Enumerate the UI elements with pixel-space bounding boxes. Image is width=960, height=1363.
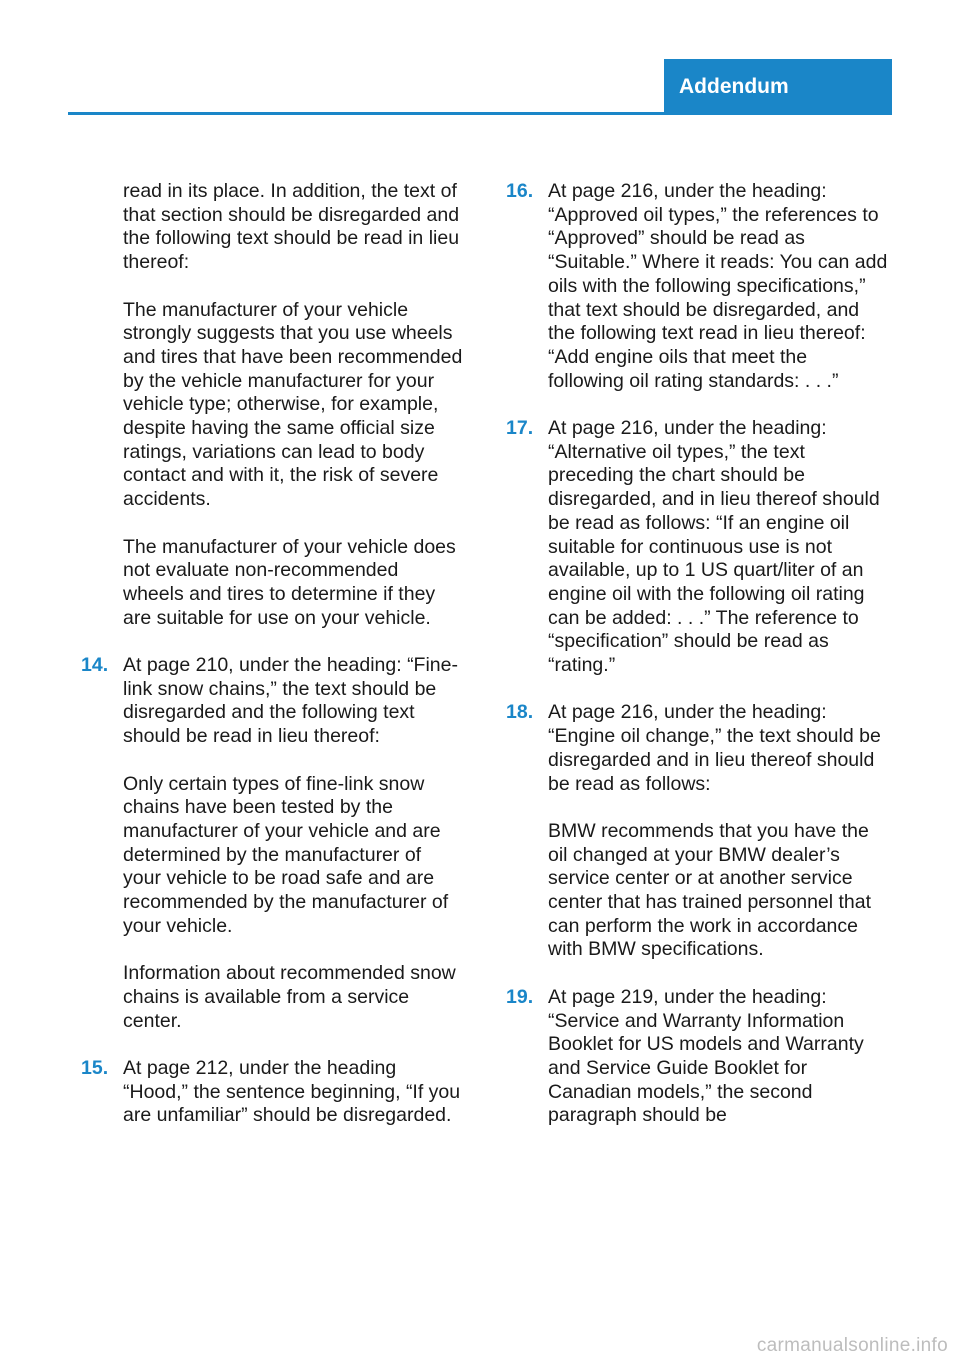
left-column bbox=[81, 180, 463, 1152]
intro-paragraph: read in its place. In addition, the text of that section should be disregarded and the following text should be read in lieu thereof: bbox=[123, 180, 460, 274]
list-item-15 bbox=[81, 1056, 463, 1128]
list-item-16 bbox=[506, 180, 888, 393]
intro-paragraph: The manufacturer of your vehicle strongly suggests that you use wheels and tires that have been recommended by the vehicle manufacturer for your vehicle type; otherwise, for example, despite having the same official size ratings, variations can lead to body contact and with it, the risk of severe accidents. bbox=[123, 298, 463, 511]
item-subparagraph: Information about recommended snow chains is available from a service center. bbox=[123, 962, 456, 1032]
watermark: carmanualsonline.info bbox=[756, 1335, 948, 1356]
item-number: 16. bbox=[506, 180, 534, 202]
list-item-17 bbox=[506, 417, 888, 678]
right-column bbox=[506, 180, 888, 1152]
item-number: 17. bbox=[506, 417, 534, 440]
item-subparagraph: Only certain types of fine-link snow chains have been tested by the manufacturer of your vehicle and are determined by the manufacturer of your vehicle to be road safe and are recommended by the manufacturer of your vehicle. bbox=[123, 772, 449, 937]
item-number: 14. bbox=[81, 654, 109, 677]
section-tab bbox=[664, 59, 892, 115]
intro-paragraph: The manufacturer of your vehicle does not evaluate non-recommended wheels and tires to determine if they are suitable for use on your vehicle. bbox=[123, 535, 456, 629]
item-text: At page 216, under the heading: “Alternative oil types,” the text preceding the chart should be disregarded, and in lieu thereof should be read as follows: “If an engine oil suitable for continuous use is not available, up to 1 US quart/liter of an engine oil with the following oil rating can be added: . . .” The reference to “specification” should be read as “rating.” bbox=[548, 417, 880, 677]
item-text: At page 219, under the heading: “Service and Warranty Information Booklet for US models and Warranty and Service Guide Booklet for Canadian models,” the second paragraph should be bbox=[548, 985, 864, 1127]
item-text: At page 216, under the heading: “Engine oil change,” the text should be disregarded and in lieu thereof should be read as follows: bbox=[548, 701, 881, 795]
section-title: Addendum bbox=[679, 75, 789, 98]
item-number: 18. bbox=[506, 701, 534, 724]
list-item-19 bbox=[506, 985, 888, 1128]
item-number: 19. bbox=[506, 985, 534, 1008]
list-item-14 bbox=[81, 654, 463, 1033]
list-item-18 bbox=[506, 701, 888, 962]
item-number: 15. bbox=[81, 1056, 109, 1079]
item-text: At page 212, under the heading “Hood,” the sentence beginning, “If you are unfamiliar” should be disregarded. bbox=[123, 1056, 461, 1127]
item-text: At page 210, under the heading: “Fine-link snow chains,” the text should be disregarded and the following text should be read in lieu thereof: bbox=[123, 654, 458, 748]
item-subparagraph: BMW recommends that you have the oil changed at your BMW dealer’s service center or at another service center that has trained personnel that can perform the work in accordance with BMW specifications. bbox=[548, 819, 872, 961]
item-text: At page 216, under the heading: “Approved oil types,” the references to “Approved” should be read as “Suitable.” Where it reads: You can add oils with the following specifications,” that text should be disregarded, and the following text read in lieu thereof: “Add engine oils that meet the following oil rating standards: . . .” bbox=[548, 180, 888, 392]
